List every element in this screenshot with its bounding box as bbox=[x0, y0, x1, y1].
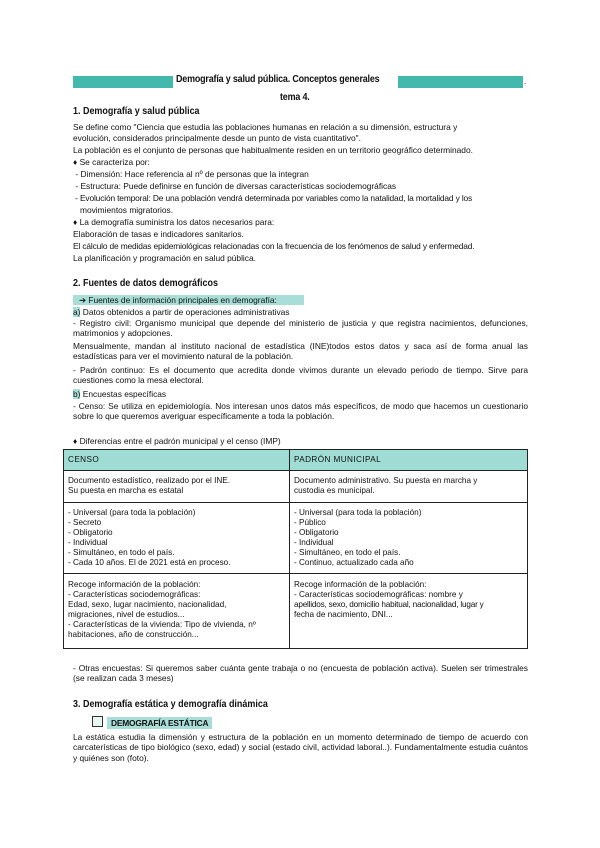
s1-line: La población es el conjunto de personas que habitualmente residen en un territorio geográfico determinado. bbox=[73, 145, 473, 155]
column-header-padron: PADRÓN MUNICIPAL bbox=[290, 450, 528, 471]
subsection-a bbox=[73, 307, 528, 317]
document-title: Demografía y salud pública. Conceptos generales bbox=[176, 74, 380, 85]
cell-line: - Universal (para toda la población) bbox=[68, 508, 196, 517]
table-caption: ♦ Diferencias entre el padrón municipal y el censo (IMP) bbox=[73, 436, 281, 446]
s1-line: La planificación y programación en salud pública. bbox=[73, 253, 256, 263]
section1-heading: 1. Demografía y salud pública bbox=[73, 106, 200, 117]
subsection-b-text: Encuestas específicas bbox=[80, 389, 167, 399]
cell-line: Recoge información de la población: bbox=[68, 580, 201, 589]
cell-line: habitaciones, año de construcción... bbox=[68, 630, 199, 639]
s1-line: Se define como "Ciencia que estudia las poblaciones humanas en relación a su dimensión, estructura y bbox=[73, 122, 458, 132]
static-demography-subheading bbox=[92, 716, 212, 728]
table-row bbox=[64, 471, 528, 503]
cell-line: - Individual bbox=[68, 538, 108, 547]
cell-line: - Cada 10 años. El de 2021 está en proceso. bbox=[68, 558, 231, 567]
marker-b: b) bbox=[73, 389, 81, 399]
cell-line: - Obligatorio bbox=[294, 528, 339, 537]
table-header-row bbox=[64, 450, 528, 471]
cell-line: fecha de nacimiento, DNI... bbox=[294, 610, 393, 619]
cell-line: migraciones, nivel de estudios... bbox=[68, 610, 185, 619]
s1-line: - Evolución temporal: De una población vendrá determinada por variables como la natalidad, la mortalidad y los bbox=[73, 193, 473, 203]
cell-line: - Individual bbox=[294, 538, 334, 547]
otras-encuestas-text: - Otras encuestas: Si queremos saber cuánta gente trabaja o no (encuesta de población activa). Suelen ser trimestrales (se realizan cada 3 meses) bbox=[73, 663, 528, 684]
static-demography-text: La estática estudia la dimensión y estructura de la población en un momento determinado de tiempo de acuerdo con carcaterísticas de tipo biológico (sexo, edad) y social (estado civil, actividad laboral..). Fundamentalmente estudia cuántos y quiénes son (foto). bbox=[73, 732, 528, 763]
subsection-a-text: Datos obtenidos a partir de operaciones administrativas bbox=[80, 307, 290, 317]
subheading-label: DEMOGRAFÍA ESTÁTICA bbox=[107, 717, 212, 729]
comparison-table bbox=[63, 449, 528, 649]
table-cell bbox=[64, 503, 290, 574]
cell-line: custodia es municipal. bbox=[294, 486, 375, 495]
cell-line: apellidos, sexo, domicilio habitual, nacionalidad, lugar y bbox=[294, 600, 484, 609]
cell-line: - Secreto bbox=[68, 518, 102, 527]
cell-line: - Simultáneo, en todo el país. bbox=[294, 548, 401, 557]
column-header-censo: CENSO bbox=[64, 450, 290, 471]
table-cell bbox=[290, 471, 528, 503]
s1-line: ♦ Se caracteriza por: bbox=[73, 157, 150, 167]
cell-line: Documento administrativo. Su puesta en marcha y bbox=[294, 476, 478, 485]
subsection-b bbox=[73, 389, 528, 399]
padron-continuo-text: - Padrón continuo: Es el documento que acredita donde vivimos durante un elevado periodo de tiempo. Sirve para cuestiones como la mesa electoral. bbox=[73, 365, 528, 386]
table-row bbox=[64, 503, 528, 574]
s1-line: - Estructura: Puede definirse en función de diversas características sociodemográficas bbox=[73, 181, 397, 191]
table-cell bbox=[290, 503, 528, 574]
cell-line: - Características sociodemográficas: bbox=[68, 590, 201, 599]
cell-line: Su puesta en marcha es estatal bbox=[68, 486, 184, 495]
s1-line: movimientos migratorios. bbox=[73, 205, 174, 215]
cell-line: Edad, sexo, lugar nacimiento, nacionalidad, bbox=[68, 600, 227, 609]
s1-line: Elaboración de tasas e indicadores sanitarios. bbox=[73, 229, 244, 239]
cell-line: - Universal (para toda la población) bbox=[294, 508, 422, 517]
cell-line: - Público bbox=[294, 518, 326, 527]
cell-line: Documento estadístico, realizado por el INE. bbox=[68, 476, 231, 485]
registro-civil-text: - Registro civil: Organismo municipal que depende del ministerio de justicia y que registra nacimientos, defunciones, matrimonios y adopciones. bbox=[73, 318, 528, 339]
table-row bbox=[64, 574, 528, 649]
ine-monthly-text: Mensualmente, mandan al instituto nacional de estadística (INE)todos estos datos y saca así de forma anual las estadísticas para ver el movimiento natural de la población. bbox=[73, 341, 528, 362]
sources-arrow-item: ➔ Fuentes de información principales en demografía: bbox=[73, 295, 304, 305]
cell-line: - Obligatorio bbox=[68, 528, 113, 537]
table-cell bbox=[64, 471, 290, 503]
table-cell bbox=[64, 574, 290, 649]
cell-line: - Características sociodemográficas: nombre y bbox=[294, 590, 463, 599]
cell-line: - Simultáneo, en todo el país. bbox=[68, 548, 175, 557]
s1-line: - Dimensión: Hace referencia al nº de personas que la integran bbox=[73, 169, 309, 179]
s1-line: evolución, considerados principalmente desde un punto de vista cuantitativo". bbox=[73, 133, 361, 143]
checkbox-icon bbox=[92, 716, 103, 727]
header-trailing-mark: . bbox=[524, 76, 527, 86]
cell-line: Recoge información de la población: bbox=[294, 580, 427, 589]
cell-line: - Continuo, actualizado cada año bbox=[294, 558, 414, 567]
marker-a: a) bbox=[73, 307, 81, 317]
document-subtitle: tema 4. bbox=[280, 92, 310, 103]
censo-text: - Censo: Se utiliza en epidemiología. Nos interesan unos datos más específicos, de modo que hacemos un cuestionario sobre lo que queremos averiguar específicamente a toda la población. bbox=[73, 401, 528, 422]
header-left-bar bbox=[73, 76, 173, 88]
table-cell bbox=[290, 574, 528, 649]
section3-heading: 3. Demografía estática y demografía dinámica bbox=[73, 699, 268, 710]
cell-line: - Características de la vivienda: Tipo de vivienda, nº bbox=[68, 620, 256, 629]
header-right-bar bbox=[398, 76, 523, 88]
s1-line: ♦ La demografía suministra los datos necesarios para: bbox=[73, 217, 275, 227]
s1-line: El cálculo de medidas epidemiológicas relacionadas con la frecuencia de los fenómenos de salud y enfermedad. bbox=[73, 241, 475, 251]
section2-heading: 2. Fuentes de datos demográficos bbox=[73, 278, 218, 289]
